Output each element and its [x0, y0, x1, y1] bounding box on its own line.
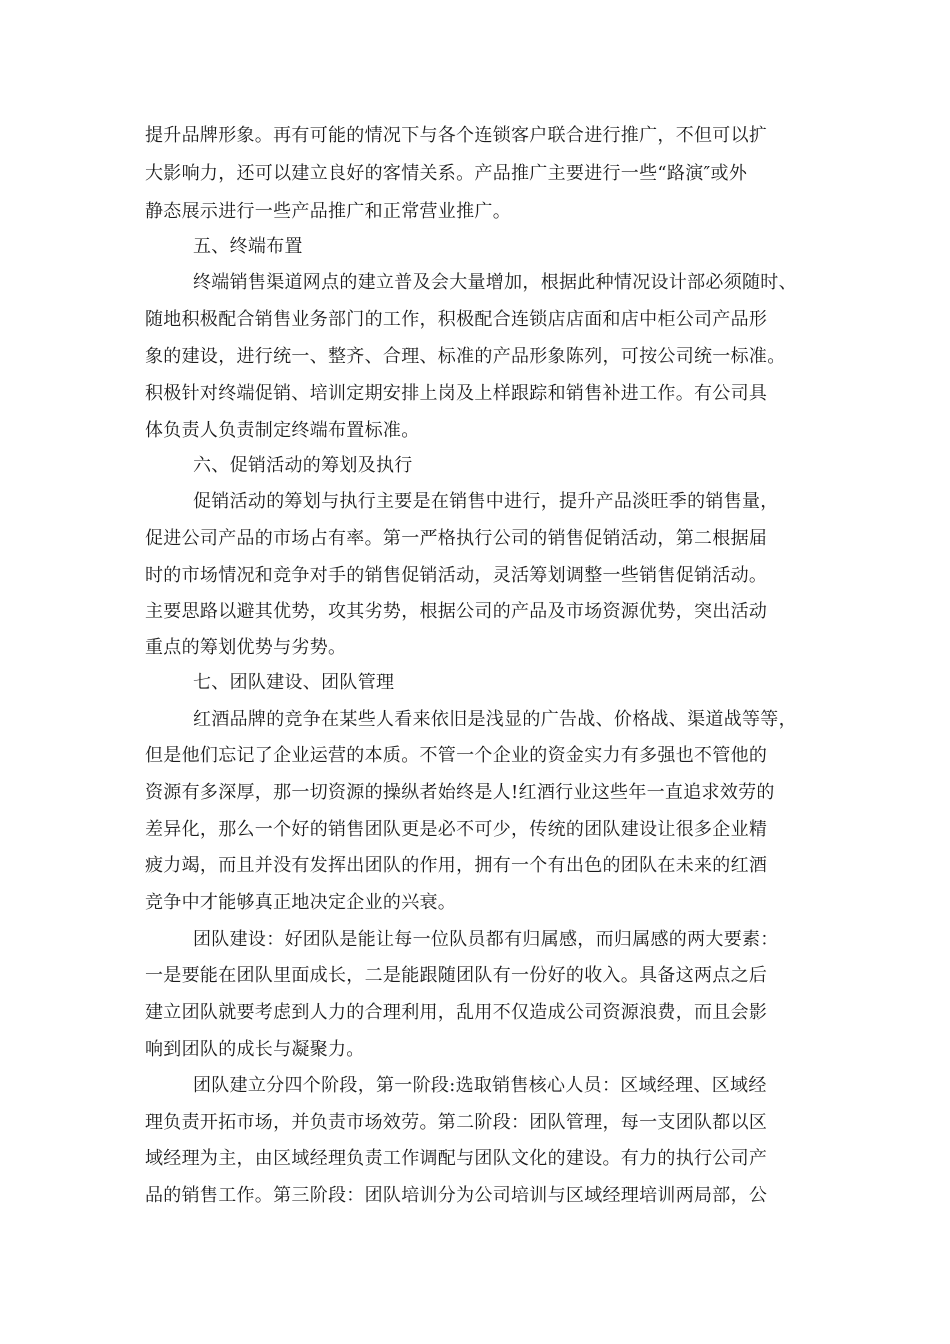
text-line: 主要思路以避其优势，攻其劣势，根据公司的产品及市场资源优势，突出活动: [145, 601, 768, 622]
text-line: 团队建设：好团队是能让每一位队员都有归属感，而归属感的两大要素：: [193, 929, 779, 950]
text-line: 促进公司产品的市场占有率。第一严格执行公司的销售促销活动，第二根据届: [145, 528, 768, 549]
text-line: 竞争中才能够真正地决定企业的兴衰。: [145, 892, 457, 913]
text-line: 一是要能在团队里面成长，二是能跟随团队有一份好的收入。具备这两点之后: [145, 965, 768, 986]
text-line: 提升品牌形象。再有可能的情况下与各个连锁客户联合进行推广，不但可以扩: [145, 125, 768, 146]
text-line: 大影响力，还可以建立良好的客情关系。产品推广主要进行一些“路演″或外: [145, 163, 748, 184]
text-line: 品的销售工作。第三阶段：团队培训分为公司培训与区域经理培训两局部，公: [145, 1185, 768, 1206]
text-line: 促销活动的筹划与执行主要是在销售中进行，提升产品淡旺季的销售量，: [193, 491, 779, 512]
text-line: 建立团队就要考虑到人力的合理利用，乱用不仅造成公司资源浪费，而且会影: [145, 1002, 768, 1023]
text-line: 随地积极配合销售业务部门的工作，积极配合连锁店店面和店中柜公司产品形: [145, 309, 768, 330]
text-line: 静态展示进行一些产品推广和正常营业推广。: [145, 201, 511, 222]
text-line: 响到团队的成长与凝聚力。: [145, 1039, 365, 1060]
section-heading: 五、终端布置: [193, 236, 303, 257]
text-line: 差异化，那么一个好的销售团队更是必不可少，传统的团队建设让很多企业精: [145, 819, 768, 840]
text-line: 红酒品牌的竞争在某些人看来依旧是浅显的广告战、价格战、渠道战等等，: [193, 709, 797, 730]
text-line: 疲力竭，而且并没有发挥出团队的作用，拥有一个有出色的团队在未来的红酒: [145, 855, 768, 876]
text-line: 体负责人负责制定终端布置标准。: [145, 420, 420, 441]
text-line: 团队建立分四个阶段，第一阶段:选取销售核心人员：区域经理、区域经: [193, 1075, 767, 1096]
section-heading: 六、促销活动的筹划及执行: [193, 455, 413, 476]
text-line: 资源有多深厚，那一切资源的操纵者始终是人!红酒行业这些年一直追求效劳的: [145, 782, 775, 803]
text-line: 理负责开拓市场，并负责市场效劳。第二阶段：团队管理，每一支团队都以区: [145, 1112, 768, 1133]
text-line: 终端销售渠道网点的建立普及会大量增加，根据此种情况设计部必须随时、: [193, 272, 797, 293]
text-line: 积极针对终端促销、培训定期安排上岗及上样跟踪和销售补进工作。有公司具: [145, 383, 768, 404]
text-line: 重点的筹划优势与劣势。: [145, 637, 347, 658]
text-line: 象的建设，进行统一、整齐、合理、标准的产品形象陈列，可按公司统一标准。: [145, 346, 786, 367]
text-line: 时的市场情况和竞争对手的销售促销活动，灵活筹划调整一些销售促销活动。: [145, 565, 768, 586]
section-heading: 七、团队建设、团队管理: [193, 672, 395, 693]
text-line: 域经理为主，由区域经理负责工作调配与团队文化的建设。有力的执行公司产: [145, 1148, 768, 1169]
text-line: 但是他们忘记了企业运营的本质。不管一个企业的资金实力有多强也不管他的: [145, 745, 768, 766]
